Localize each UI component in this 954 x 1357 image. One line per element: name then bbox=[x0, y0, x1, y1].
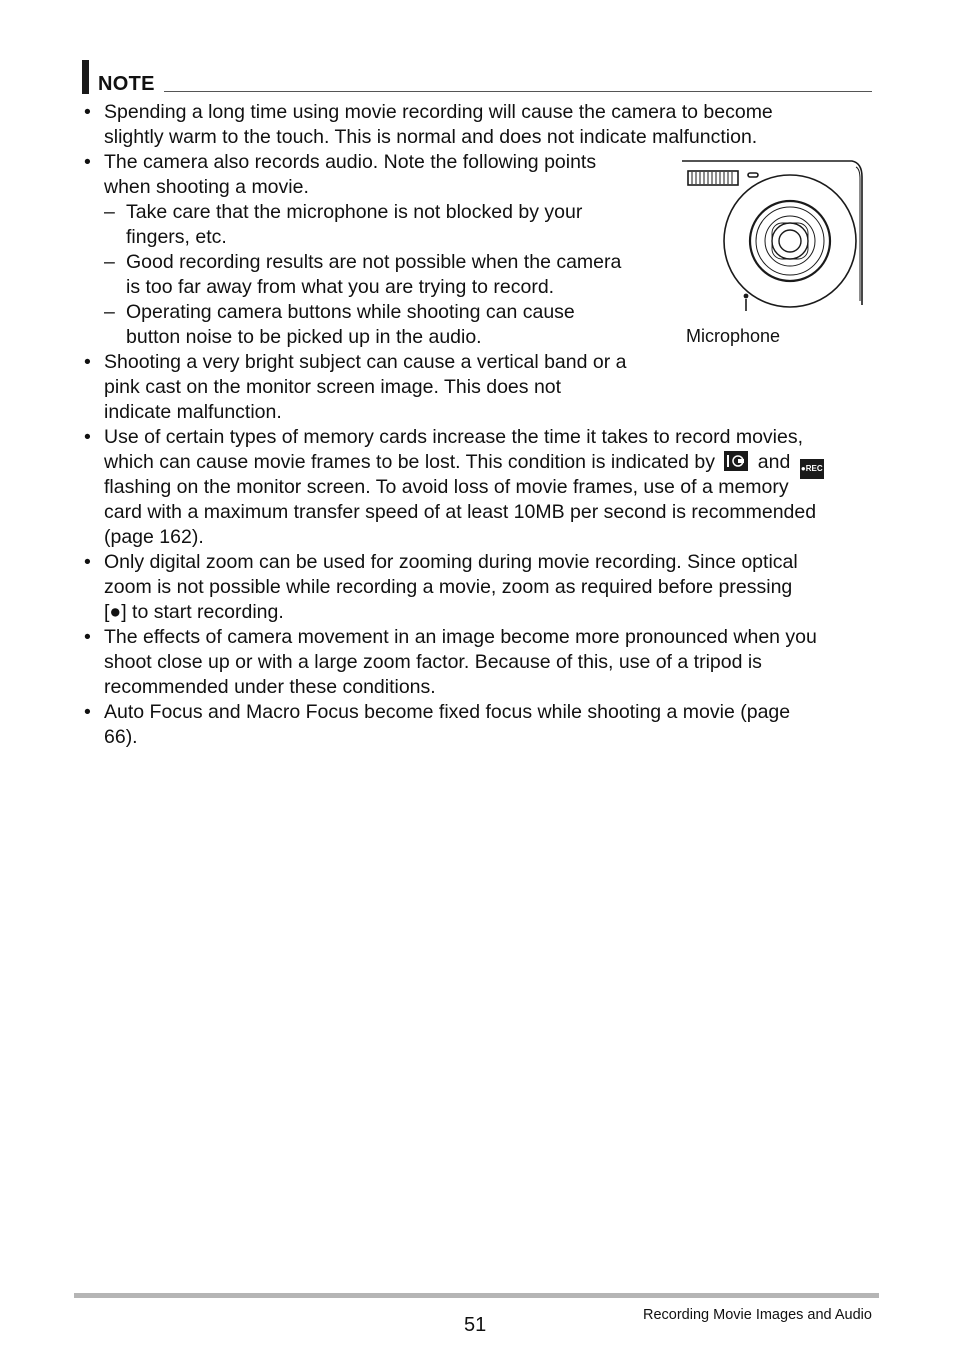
bullet-marker: • bbox=[84, 426, 91, 448]
dash-marker: – bbox=[104, 301, 115, 323]
dash-marker: – bbox=[104, 251, 115, 273]
subitem-3-line-1: Operating camera buttons while shooting can cause bbox=[126, 301, 575, 323]
bullet-3-line-2: pink cast on the monitor screen image. This does not bbox=[104, 376, 562, 398]
bullet-3-line-3: indicate malfunction. bbox=[104, 401, 282, 423]
microphone-hole bbox=[744, 294, 749, 299]
subitem-3-line-2: button noise to be picked up in the audio. bbox=[126, 326, 482, 348]
bullet-6-line-3: recommended under these conditions. bbox=[104, 676, 436, 698]
bullet-4-line-2-and: and bbox=[757, 451, 791, 473]
rec-icon: ●REC bbox=[800, 459, 824, 479]
bullet-3-line-1: Shooting a very bright subject can cause a vertical band or a bbox=[104, 351, 627, 373]
note-bar bbox=[82, 60, 89, 94]
bullet-6-line-1: The effects of camera movement in an image become more pronounced when you bbox=[104, 626, 817, 648]
bullet-6-line-2: shoot close up or with a large zoom factor. Because of this, use of a tripod is bbox=[104, 651, 762, 673]
note-rule bbox=[164, 91, 872, 92]
bullet-7-line-2: 66). bbox=[104, 726, 138, 748]
bullet-2-line-2: when shooting a movie. bbox=[104, 176, 309, 198]
subitem-1-line-1: Take care that the microphone is not blocked by your bbox=[126, 201, 583, 223]
bullet-4-line-3: flashing on the monitor screen. To avoid loss of movie frames, use of a memory bbox=[104, 476, 789, 498]
bullet-marker: • bbox=[84, 351, 91, 373]
subitem-2-line-1: Good recording results are not possible when the camera bbox=[126, 251, 622, 273]
bullet-4-line-5: (page 162). bbox=[104, 526, 204, 548]
subitem-1-line-2: fingers, etc. bbox=[126, 226, 227, 248]
bullet-1-line-2: slightly warm to the touch. This is normal and does not indicate malfunction. bbox=[104, 126, 758, 148]
bullet-5-line-2: zoom is not possible while recording a movie, zoom as required before pressing bbox=[104, 576, 793, 598]
bullet-7-line-1: Auto Focus and Macro Focus become fixed focus while shooting a movie (page bbox=[104, 701, 791, 723]
bullet-5-line-1: Only digital zoom can be used for zooming during movie recording. Since optical bbox=[104, 551, 798, 573]
movie-frame-icon bbox=[724, 451, 748, 471]
bullet-4-line-4: card with a maximum transfer speed of at least 10MB per second is recommended bbox=[104, 501, 817, 523]
bullet-marker: • bbox=[84, 151, 91, 173]
page-number: 51 bbox=[464, 1314, 487, 1336]
bullet-4-line-2-text: which can cause movie frames to be lost. This condition is indicated by bbox=[104, 451, 715, 473]
bullet-marker: • bbox=[84, 626, 91, 648]
bullet-marker: • bbox=[84, 101, 91, 123]
figure-label-microphone: Microphone bbox=[686, 326, 781, 346]
footer-rule bbox=[74, 1293, 879, 1298]
bullet-marker: • bbox=[84, 701, 91, 723]
bullet-4-line-1: Use of certain types of memory cards increase the time it takes to record movies, bbox=[104, 426, 804, 448]
dash-marker: – bbox=[104, 201, 115, 223]
bullet-2-line-1: The camera also records audio. Note the following points bbox=[104, 151, 597, 173]
bullet-4-line-2 bbox=[104, 450, 828, 475]
bullet-marker: • bbox=[84, 551, 91, 573]
subitem-2-line-2: is too far away from what you are trying to record. bbox=[126, 276, 555, 298]
section-title: Recording Movie Images and Audio bbox=[643, 1307, 872, 1323]
note-label: NOTE bbox=[98, 73, 155, 95]
bullet-1-line-1: Spending a long time using movie recording will cause the camera to become bbox=[104, 101, 773, 123]
bullet-5-line-3: [●] to start recording. bbox=[104, 601, 284, 623]
camera-microphone-illustration bbox=[676, 155, 872, 311]
